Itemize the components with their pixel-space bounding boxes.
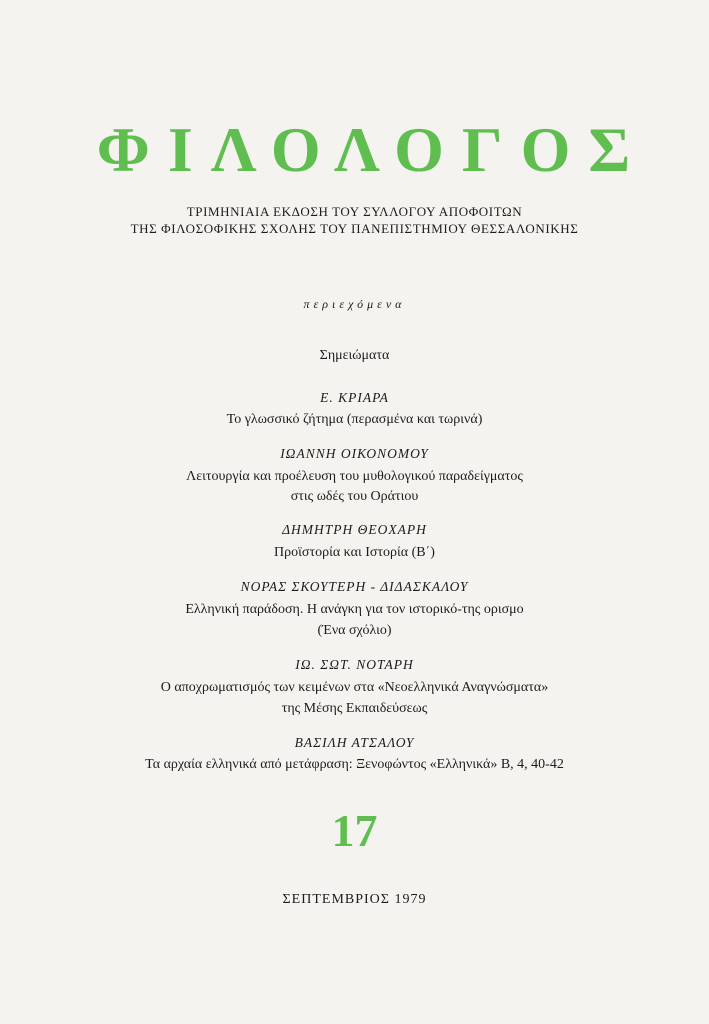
entry-5-title-line-2: της Μέσης Εκπαιδεύσεως [281,701,428,716]
entry-3-title: Προϊστορία και Ιστορία (Β΄) [274,545,435,560]
entry-3-author: ΔΗΜΗΤΡΗ ΘΕΟΧΑΡΗ [282,522,427,537]
entry-2-title-line-2: στις ωδές του Οράτιου [290,489,419,504]
entry-4-title-line-1: Ελληνική παράδοση. Η ανάγκη για τον ιστορικό-της ορισμο [185,602,524,617]
entry-5-author: ΙΩ. ΣΩΤ. ΝΟΤΑΡΗ [295,657,414,672]
entry-4-title-line-2: (Ένα σχόλιο) [317,623,392,638]
entry-4-author: ΝΟΡΑΣ ΣΚΟΥΤΕΡΗ - ΔΙΔΑΣΚΑΛΟΥ [240,579,469,594]
contents-label: περιεχόμενα [303,297,406,311]
issue-date: ΣΕΠΤΕΜΒΡΙΟΣ 1979 [282,892,427,907]
entry-5-title-line-1: Ο αποχρωματισμός των κειμένων στα «Νεοελληνικά Αναγνώσματα» [160,680,549,695]
notes-entry: Σημειώματα [319,348,390,363]
issue-number: 17 [331,805,378,856]
entry-2-title-line-1: Λειτουργία και προέλευση του μυθολογικού παραδείγματος [186,469,523,484]
subtitle-line-2: ΤΗΣ ΦΙΛΟΣΟΦΙΚΗΣ ΣΧΟΛΗΣ ΤΟΥ ΠΑΝΕΠΙΣΤΗΜΙΟΥ ΘΕΣΣΑΛΟΝΙΚΗΣ [130,221,579,236]
subtitle-line-1: ΤΡΙΜΗΝΙΑΙΑ ΕΚΔΟΣΗ ΤΟΥ ΣΥΛΛΟΓΟΥ ΑΠΟΦΟΙΤΩΝ [186,204,523,219]
entry-2-author: ΙΩΑΝΝΗ ΟΙΚΟΝΟΜΟΥ [280,446,429,461]
entry-1-author: Ε. ΚΡΙΑΡΑ [320,390,389,405]
entry-1-title: Το γλωσσικό ζήτημα (περασμένα και τωρινά) [226,412,483,427]
journal-title: ΦΙΛΟΛΟΓΟΣ [96,114,649,185]
entry-6-author: ΒΑΣΙΛΗ ΑΤΣΑΛΟΥ [294,735,415,750]
entry-6-title: Τα αρχαία ελληνικά από μετάφραση: Ξενοφώντος «Ελληνικά» Β, 4, 40-42 [145,757,564,772]
